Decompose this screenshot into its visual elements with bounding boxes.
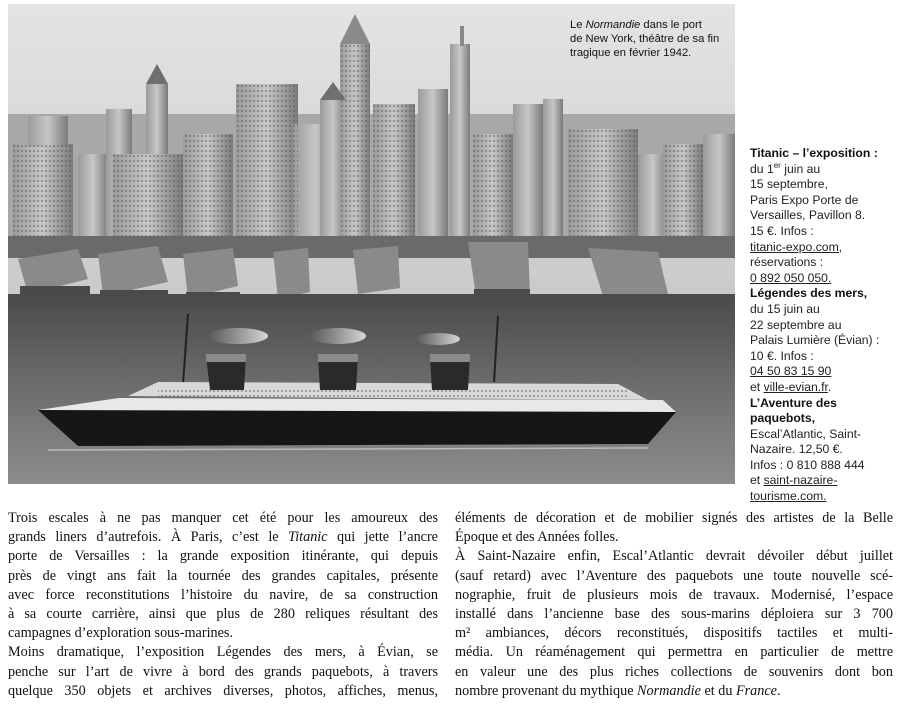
sidebar-link[interactable]: saint-nazaire- [763,473,838,488]
text-run: quelque 350 objets et archives diverses, photos, affiches, menus, [8,682,438,699]
sidebar-line[interactable] [750,489,890,505]
text-run: et du [700,682,736,699]
photo-caption [570,18,735,60]
text-run: éléments de décoration et de mobilier signés des artistes de la Belle [455,510,893,526]
sidebar-line [750,396,890,412]
text-line [8,624,438,643]
article-column-1 [8,509,438,701]
text-line [8,567,438,586]
sidebar-text: . [827,379,832,394]
caption-line-1: Le Normandie dans le port [570,19,702,31]
text-run: (sauf retard) avec l’Aventure des paquebots une toute nouvelle scé- [455,567,893,584]
text-run: avec force reconstitutions l’histoire du navire, de sa construction [8,586,438,603]
text-run: média. Un réaménagement qui permettra en particulier de mettre [455,644,893,661]
text-run: nographie, fruit de plusieurs mois de travaux. Modernisé, l’espace [455,586,893,603]
sidebar-line [750,333,890,349]
sidebar-heading: paquebots, [750,411,816,426]
text-line [8,528,438,547]
text-line [455,528,893,547]
text-run: campagnes d’exploration sous-marines. [8,625,233,642]
sidebar-text: Escal’Atlantic, Saint- [750,426,862,441]
sidebar-link[interactable]: ville-evian.fr [763,379,828,394]
sidebar-line [750,193,890,209]
sidebar-line [750,146,890,162]
text-run: nombre provenant du mythique [455,682,638,699]
caption-line-3: tragique en février 1942. [570,47,692,59]
text-line [8,643,438,662]
text-run: porte de Versailles : la grande exposition itinérante, qui depuis [8,548,438,565]
text-line [455,682,893,701]
sidebar-line [750,302,890,318]
sidebar-line [750,177,890,193]
text-line [8,509,438,528]
sidebar-line [750,255,890,271]
sidebar-text: Versailles, Pavillon 8. [750,208,866,223]
sidebar-text: réservations : [750,255,824,270]
text-line [455,509,893,528]
sidebar-text: Nazaire. 12,50 €. [750,442,843,457]
sidebar-text: 10 €. Infos : [750,348,814,363]
sidebar-line [750,473,890,489]
text-run: Époque et des Années folles. [455,529,619,546]
text-line [455,663,893,682]
text-line [455,643,893,662]
sidebar-line [750,162,890,178]
article-column-2 [455,509,893,701]
sidebar-line [750,411,890,427]
sidebar-line [750,286,890,302]
text-run: installé dans l’ancienne base des sous-marins déploiera sur 3 700 [455,606,893,623]
text-line [8,586,438,605]
sidebar-line [750,380,890,396]
text-line [455,586,893,605]
sidebar-text: du 15 juin au [750,301,820,316]
sidebar-text: Palais Lumière (Évian) : [750,333,880,348]
sidebar-text: 15 €. Infos : [750,223,814,238]
italic-title: France [735,682,777,699]
sidebar-text: juin au [780,161,821,176]
text-line [8,682,438,701]
text-line [455,624,893,643]
sidebar-text: Infos : 0 810 888 444 [750,457,865,472]
sidebar-text: 15 septembre, [750,177,828,192]
text-line [455,567,893,586]
text-run: . [776,682,781,699]
sidebar-line [750,208,890,224]
text-run: m² ambiances, décors reconstitués, dispositifs tactiles et multi- [455,625,893,642]
piers [8,236,735,299]
text-run: Moins dramatique, l’exposition Légendes des mers, à Évian, se [8,644,438,661]
sidebar-text: et [750,473,764,488]
normandie-new-york-illustration [8,4,735,484]
sidebar-heading: Légendes des mers, [750,286,868,301]
sidebar-link[interactable]: tourisme.com. [750,489,827,504]
sidebar-sup: er [773,160,781,170]
text-run: en valeur une des plus riches collections de souvenirs dont bon [455,663,893,680]
text-line [455,605,893,624]
sidebar-line[interactable] [750,271,890,287]
sidebar-text: Paris Expo Porte de [750,192,859,207]
sidebar-link[interactable]: 0 892 050 050. [750,270,832,285]
text-line [8,547,438,566]
sidebar-line [750,349,890,365]
text-run: qui jette l’ancre [327,529,438,546]
sidebar-line[interactable] [750,240,890,256]
italic-title: Titanic [288,529,328,546]
sidebar-line[interactable] [750,364,890,380]
sidebar-line [750,427,890,443]
caption-line-2: de New York, théâtre de sa fin [570,33,720,45]
text-line [8,605,438,624]
sidebar-line [750,318,890,334]
sidebar-line [750,442,890,458]
sidebar-heading: L’Aventure des [750,395,837,410]
sidebar-line [750,458,890,474]
text-run: près de vingt ans fait la tournée des grandes capitales, présente [8,567,438,584]
sidebar-line [750,224,890,240]
text-run: à sa courte carrière, ainsi que plus de 280 reliques résultant des [8,606,438,623]
text-run: À Saint-Nazaire enfin, Escal’Atlantic devrait dévoiler début juillet [455,548,893,565]
text-run: penche sur l’art de vivre à bord des grands paquebots, à travers [8,663,438,680]
text-run: Trois escales à ne pas manquer cet été pour les amoureux des [8,510,438,526]
exhibition-info-sidebar [750,146,890,505]
ship-photo [8,4,735,484]
text-run: grands liners d’autrefois. À Paris, c’est le [8,529,289,546]
text-line [8,663,438,682]
sidebar-text: 22 septembre au [750,317,842,332]
sidebar-link[interactable]: 04 50 83 15 90 [750,364,832,379]
text-line [455,547,893,566]
sidebar-heading: Titanic – l’exposition : [750,146,878,160]
sidebar-link[interactable]: titanic-expo.com, [750,239,843,254]
sidebar-text: et [750,379,764,394]
italic-title: Normandie [637,682,701,699]
sidebar-text: du 1 [750,161,774,176]
